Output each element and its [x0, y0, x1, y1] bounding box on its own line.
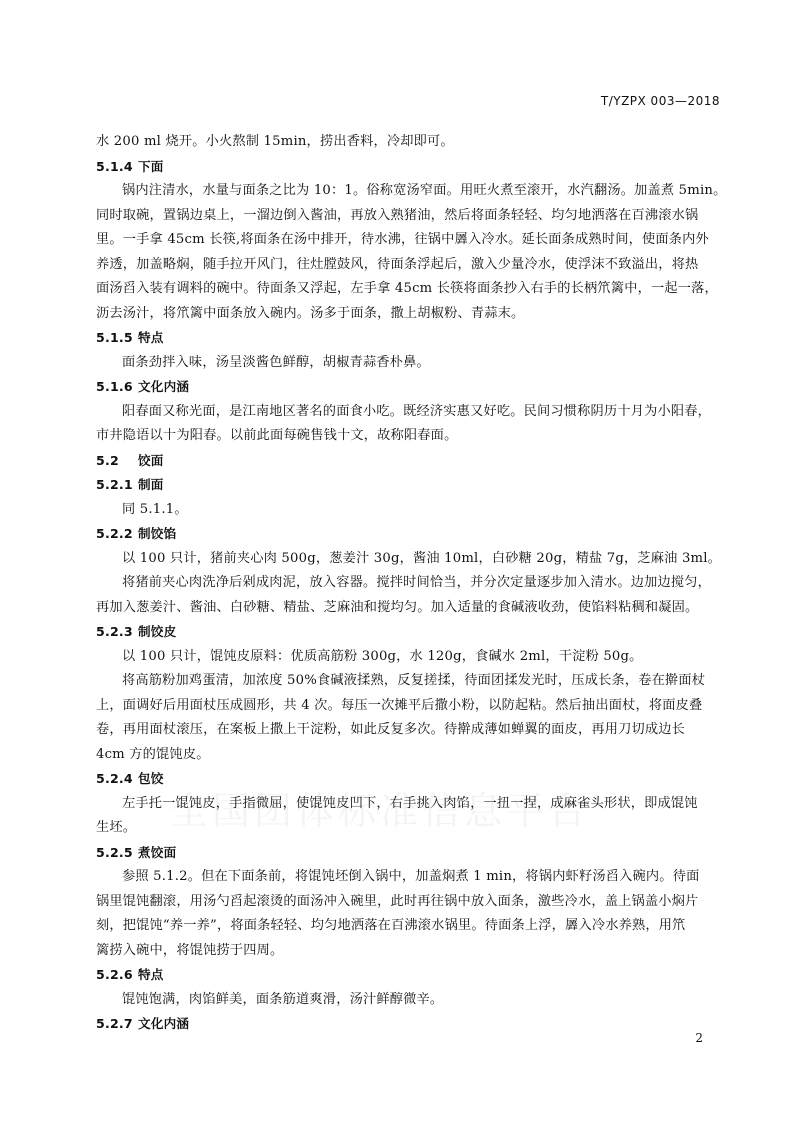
section-number: 5.2.5	[96, 844, 133, 860]
section-heading	[96, 449, 718, 474]
paragraph-line: 左手托一馄饨皮，手指微屈，使馄饨皮凹下，右手挑入肉馅，一扭一捏，成麻雀头形状，即成馄饨	[122, 795, 698, 811]
paragraph-line: 水 200 ml 烧开。小火熬制 15min，捞出香料，冷却即可。	[96, 134, 454, 149]
paragraph-line: 参照 5.1.2。但在下面条前，将馄饨坯倒入锅中，加盖焖煮 1 min，将锅内虾籽汤舀入碗内。待面	[122, 869, 700, 884]
section-title: 制饺馅	[138, 526, 177, 541]
section-number: 5.2.7	[96, 1016, 133, 1031]
paragraph-line: 锅里馄饨翻滚，用汤勺舀起滚烫的面汤冲入碗里，此时再往锅中放入面条，激些冷水，盖上锅盖小焖片	[96, 893, 699, 909]
section-heading	[96, 841, 718, 866]
section-heading	[96, 1012, 718, 1037]
paragraph-line: 市井隐语以十为阳春。以前此面每碗售钱十文，故称阳春面。	[96, 428, 458, 443]
section-heading	[96, 522, 718, 547]
section-title: 制面	[138, 477, 164, 492]
paragraph-line: 4cm 方的馄饨皮。	[96, 746, 210, 762]
section-number: 5.2.2	[96, 526, 133, 541]
section-number: 5.2.6	[96, 967, 133, 982]
section-number: 5.1.4	[96, 158, 133, 174]
paragraph-line: 同 5.1.1。	[122, 501, 188, 517]
section-title: 文化内涵	[138, 1016, 190, 1031]
paragraph-line: 刻，把馄饨“养一养”，将面条轻轻、均匀地洒落在百沸滚水锅里。待面条上浮，羼入冷水养熟，用笊	[96, 918, 686, 933]
paragraph-line: 将高筋粉加鸡蛋清，加浓度 50%食碱液揉熟，反复搓揉，待面团揉发光时，压成长条，卷在擀面杖	[122, 673, 706, 688]
paragraph-line: 生坯。	[96, 820, 137, 835]
paragraph-line: 以 100 只计，馄饨皮原料：优质高筋粉 300g，水 120g，食碱水 2ml，干淀粉 50g。	[122, 648, 643, 664]
section-heading	[96, 767, 718, 792]
section-heading	[96, 963, 718, 988]
paragraph-line: 以 100 只计，猪前夹心肉 500g，葱姜汁 30g，酱油 10ml，白砂糖 20g，精盐 7g，芝麻油 3ml。	[122, 550, 722, 566]
paragraph-line: 锅内注清水，水量与面条之比为 10：1。俗称宽汤窄面。用旺火煮至滚开，水汽翻汤。加盖煮 5min。	[122, 183, 727, 198]
paragraph-line: 再加入葱姜汁、酱油、白砂糖、精盐、芝麻油和搅均匀。加入适量的食碱液收劲，使馅料粘稠和凝固。	[96, 599, 699, 615]
paragraph-line: 阳春面又称光面，是江南地区著名的面食小吃。既经济实惠又好吃。民间习惯称阴历十月为小阳春，	[122, 403, 712, 419]
paragraph-line: 同时取碗，置锅边桌上，一溜边倒入酱油，再放入熟猪油，然后将面条轻轻、均匀地洒落在百沸滚水锅	[96, 207, 699, 223]
section-title: 饺面	[138, 452, 164, 468]
section-title: 煮饺面	[138, 844, 177, 860]
paragraph-line: 将猪前夹心肉洗净后剁成肉泥，放入容器。搅拌时间恰当，并分次定量逐步加入清水。边加边搅匀，	[122, 575, 712, 590]
section-number: 5.2.3	[96, 624, 133, 639]
paragraph-line: 篱捞入碗中，将馄饨捞于四周。	[96, 942, 284, 958]
section-heading	[96, 473, 718, 498]
page-number: 2	[695, 1031, 703, 1045]
paragraph-line: 卷，再用面杖滚压，在案板上撒上干淀粉，如此反复多次。待擀成薄如蝉翼的面皮，再用刀切成边长	[96, 722, 686, 737]
paragraph-line: 面条劲拌入味，汤呈淡酱色鲜醇，胡椒青蒜香朴鼻。	[122, 354, 430, 370]
section-number: 5.2.1	[96, 477, 133, 492]
section-heading	[96, 620, 718, 645]
section-number: 5.1.5	[96, 330, 133, 345]
paragraph-line: 沥去汤汁，将笊篱中面条放入碗内。汤多于面条，撒上胡椒粉、青蒜末。	[96, 305, 525, 321]
paragraph-line: 里。一手拿 45cm 长筷,将面条在汤中排开，待水沸，往锅中羼入冷水。延长面条成熟时间，使面条内外	[96, 232, 709, 247]
document-code: T/YZPX 003—2018	[600, 94, 720, 108]
paragraph-line: 馄饨饱满，肉馅鲜美，面条筋道爽滑，汤汁鲜醇微辛。	[122, 991, 444, 1007]
section-title: 文化内涵	[138, 379, 190, 394]
section-title: 特点	[138, 330, 164, 345]
paragraph-line: 养透，加盖略焖，随手拉开风门，往灶膛鼓风，待面条浮起后，激入少量冷水，使浮沫不致溢出，将热	[96, 256, 699, 272]
section-heading	[96, 326, 718, 351]
paragraph-line: 上，面调好后用面杖压成圆形，共 4 次。每压一次摊平后撒小粉，以防起粘。然后抽出面杖，将面皮叠	[96, 697, 703, 713]
section-heading	[96, 375, 718, 400]
section-number: 5.1.6	[96, 379, 133, 394]
section-title: 特点	[138, 967, 164, 982]
section-number: 5.2	[96, 452, 119, 468]
section-heading	[96, 155, 718, 180]
document-body	[96, 130, 727, 1037]
section-title: 下面	[138, 158, 164, 174]
section-title: 制饺皮	[138, 624, 177, 639]
section-number: 5.2.4	[96, 771, 133, 786]
paragraph-line: 面汤舀入装有调料的碗中。待面条又浮起，左手拿 45cm 长筷将面条抄入右手的长柄笊篱中，一起一落，	[96, 281, 718, 296]
section-title: 包饺	[138, 771, 164, 786]
